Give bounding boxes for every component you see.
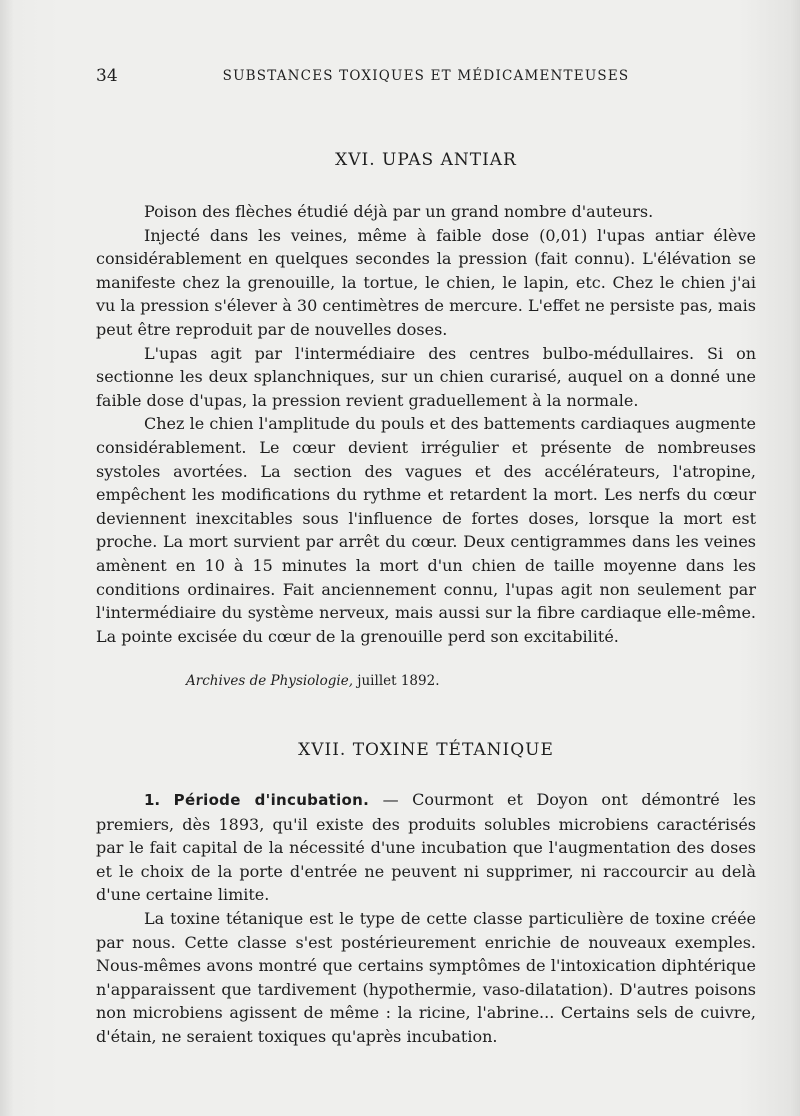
paragraph-text: — Courmont et Doyon ont démontré les premiers, dès 1893, qu'il existe des produits solubles microbiens caractérisés par le fait capital de la nécessité d'une incubation que l'augmentation des doses et le choix de la porte d'entrée ne peuvent ni supprimer, ni raccourcir au delà d'une certaine limite. [96,790,757,905]
source-date: juillet 1892. [357,673,440,689]
page-number: 34 [96,66,118,86]
section-body-upas-antiar [96,200,756,648]
paragraph-heading: Période d'incubation. [173,791,370,809]
paragraph-number: 1. [144,791,161,809]
paragraph [96,788,756,907]
source-citation [186,673,439,689]
section-title-toxine-tetanique: XVII. TOXINE TÉTANIQUE [298,740,554,760]
source-journal: Archives de Physiologie, [186,673,353,689]
section-title-upas-antiar: XVI. UPAS ANTIAR [335,150,517,170]
running-title: SUBSTANCES TOXIQUES ET MÉDICAMENTEUSES [222,68,630,84]
paragraph: Poison des flèches étudié déjà par un grand nombre d'auteurs. [144,202,654,221]
paragraph: La toxine tétanique est le type de cette classe particulière de toxine créée par nous. Cette classe s'est postérieurement enrichie de nouveaux exemples. Nous-mêmes avons montré que certains symptômes de l'intoxication diphtérique n'apparaissent que tardivement (hypothermie, vaso-dilatation). D'autres poisons non microbiens agissent de même : la ricine, l'abrine... Certains sels de cuivre, d'étain, ne seraient toxiques qu'après incubation. [96,908,756,1046]
paragraph: Chez le chien l'amplitude du pouls et des battements cardiaques augmente considérablement. Le cœur devient irrégulier et présente de nombreuses systoles avortées. La section des vagues et des accélérateurs, l'atropine, empêchent les modifications du rythme et retardent la mort. Les nerfs du cœur deviennent inexcitables sous l'influence de fortes doses, lorsque la mort est proche. La mort survient par arrêt du cœur. Deux centigrammes dans les veines amènent en 10 à 15 minutes la mort d'un chien de taille moyenne dans les conditions ordinaires. Fait anciennement connu, l'upas agit non seulement par l'intermédiaire du système nerveux, mais aussi sur la fibre cardiaque elle-même. La pointe excisée du cœur de la grenouille perd son excitabilité. [96,414,756,646]
paragraph: L'upas agit par l'intermédiaire des centres bulbo-médullaires. Si on sectionne les deux splanchniques, sur un chien curarisé, auquel on a donné une faible dose d'upas, la pression revient graduellement à la normale. [96,343,756,410]
paragraph: Injecté dans les veines, même à faible dose (0,01) l'upas antiar élève considérablement en quelques secondes la pression (fait connu). L'élévation se manifeste chez la grenouille, la tortue, le chien, le lapin, etc. Chez le chien j'ai vu la pression s'élever à 30 centimètres de mercure. L'effet ne persiste pas, mais peut être reproduit par de nouvelles doses. [96,225,756,339]
running-head [96,66,756,90]
section-body-toxine-tetanique [96,788,756,1049]
